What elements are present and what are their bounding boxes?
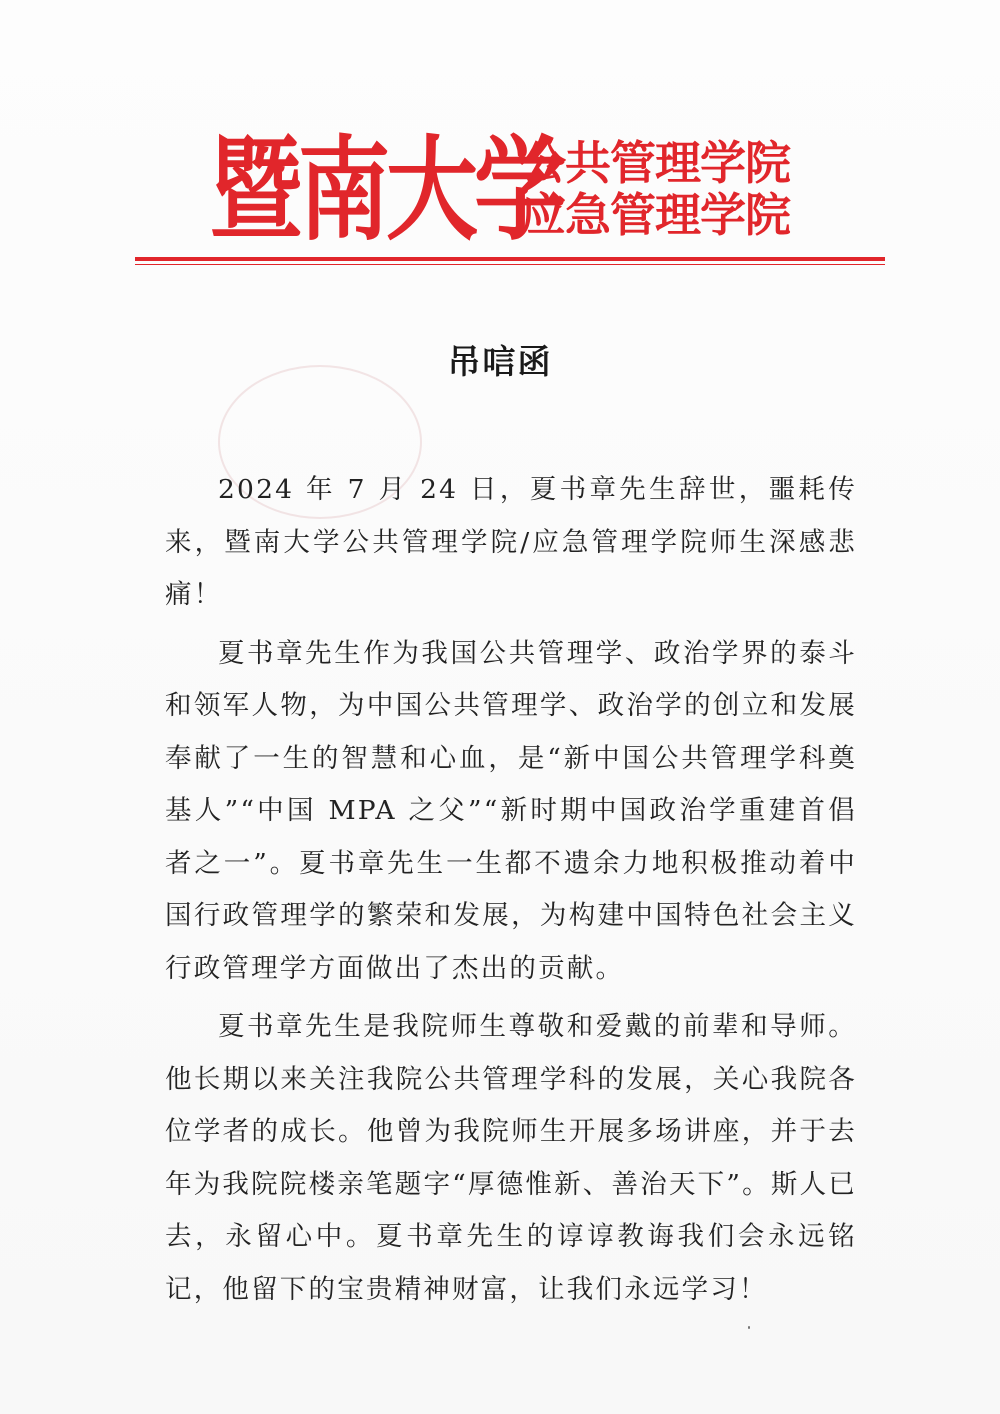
scan-speck [748, 1326, 750, 1329]
college-name-public-administration: 公共管理学院 [520, 136, 790, 190]
paragraph-2: 夏书章先生作为我国公共管理学、政治学界的泰斗和领军人物，为中国公共管理学、政治学的创立和发展奉献了一生的智慧和心血，是“新中国公共管理学科奠基人”“中国 MPA 之父”“新时期中国政治学重建首倡者之一”。夏书章先生一生都不遗余力地积极推动着中国行政管理学的繁荣和发展，为构建中国特色社会主义行政管理学方面做出了杰出的贡献。 [165, 637, 857, 984]
letterhead [135, 125, 885, 275]
university-name: 暨南大学 [210, 125, 563, 256]
letterhead-red-rule-thin [135, 264, 885, 265]
college-names [520, 137, 790, 241]
college-name-emergency-management: 应急管理学院 [520, 188, 790, 242]
paragraph-1: 2024 年 7 月 24 日，夏书章先生辞世，噩耗传来，暨南大学公共管理学院/应急管理学院师生深感悲痛！ [165, 474, 857, 610]
letterhead-red-rule [135, 257, 885, 261]
letter-body [165, 464, 857, 1322]
paragraph-3: 夏书章先生是我院师生尊敬和爱戴的前辈和导师。他长期以来关注我院公共管理学科的发展，关心我院各位学者的成长。他曾为我院师生开展多场讲座，并于去年为我院院楼亲笔题字“厚德惟新、善治天下”。斯人已去，永留心中。夏书章先生的谆谆教诲我们会永远铭记，他留下的宝贵精神财富，让我们永远学习！ [165, 1011, 857, 1305]
document-title: 吊唁函 [447, 342, 553, 381]
